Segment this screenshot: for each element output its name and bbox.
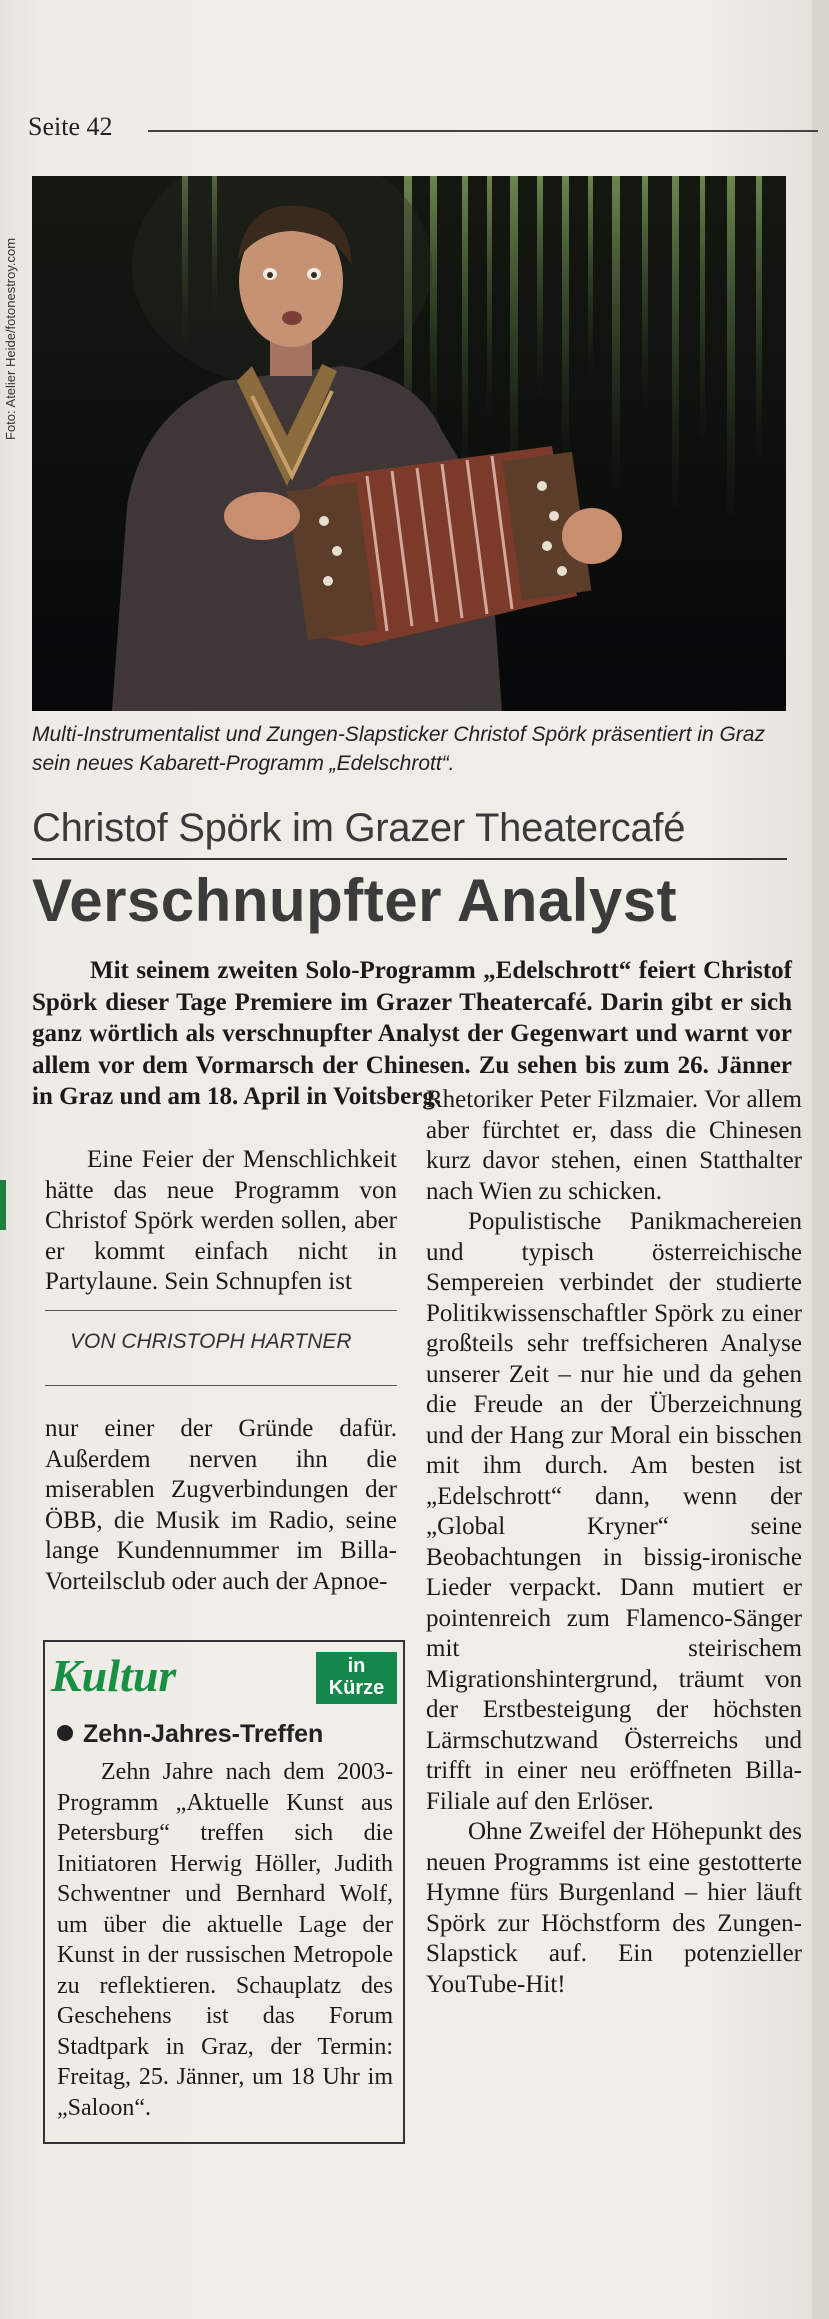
badge-line-1: in — [347, 1655, 366, 1677]
page-edge — [812, 0, 829, 2319]
header-rule — [148, 130, 818, 132]
margin-mark — [0, 1180, 6, 1230]
paragraph: Ohne Zweifel der Höhepunkt des neuen Programms ist eine gestotterte Hymne fürs Burgenland – hier läuft Spörk zur Höchstform des Zungen-Slapstick auf. Ein potenzieller YouTube-Hit! — [426, 1818, 802, 1998]
box-subhead-text: Zehn-Jahres-Treffen — [83, 1720, 324, 1748]
column-2 — [426, 1085, 802, 2000]
paragraph: Populistische Panikmachereien und typisch österreichische Sempereien verbindet der studierte Politikwissenschaftler Spörk zu einer großteils sehr treffsicheren Analyse unserer Zeit – nur hie und da gehen die Freude an der Überzeichnung und der Hang zur Moral ein bisschen mit ihm durch. Am besten ist „Edelschrott“ dann, wenn der „Global Kryner“ seine Beobachtungen in bissig-ironische Lieder verpackt. Dann mutiert er pointenreich zum Flamenco-Sänger mit steirischem Migrationshintergrund, träumt von der Erstbesteigung der höchsten Lärmschutzwand Österreichs und trifft in einer neu eröffneten Billa-Filiale auf den Erlöser. — [426, 1208, 802, 1815]
photo-credit-text: Foto: Atelier Heide/fotonestroy.com — [3, 237, 18, 440]
box-badge — [316, 1652, 397, 1704]
bullet-icon — [57, 1725, 73, 1741]
photo-caption: Multi-Instrumentalist und Zungen-Slapsticker Christof Spörk präsentiert in Graz sein neues Kabarett-Programm „Edelschrott“. — [32, 723, 765, 775]
paragraph: Eine Feier der Menschlichkeit hätte das neue Programm von Christof Spörk werden sollen, aber er kommt einfach nicht in Partylaune. Sein Schnupfen ist — [45, 1146, 397, 1295]
article-kicker: Christof Spörk im Grazer Theatercafé — [32, 806, 686, 850]
box-banner — [51, 1648, 397, 1704]
column-1-top — [45, 1145, 397, 1298]
badge-line-2: Kürze — [328, 1677, 385, 1699]
paragraph: Rhetoriker Peter Filzmaier. Vor allem aber fürchtet er, dass die Chinesen kurz davor stehen, einen Statthalter nach Wien zu schicken. — [426, 1086, 802, 1205]
byline: VON CHRISTOPH HARTNER — [70, 1330, 352, 1353]
column-1-bottom — [45, 1414, 397, 1597]
byline-rule — [45, 1385, 397, 1386]
performer-photo-illustration — [32, 176, 786, 711]
article-lead: Mit seinem zweiten Solo-Programm „Edelschrott“ feiert Christof Spörk dieser Tage Premiere im Grazer Theatercafé. Darin gibt er sich ganz wörtlich als verschnupfter Analyst der Gegenwart und warnt vor allem vor dem Vormarsch der Chinesen. Zu sehen bis zum 26. Jänner in Graz und am 18. April in Voitsberg. — [32, 957, 792, 1110]
box-title: Kultur — [51, 1650, 177, 1701]
byline-rule-top — [45, 1310, 397, 1311]
performer-photo — [32, 176, 786, 711]
page-number: Seite 42 — [28, 112, 113, 141]
kicker-rule — [32, 858, 787, 860]
kultur-in-kuerze-box — [43, 1640, 405, 2144]
page-header — [28, 110, 818, 150]
box-subhead — [57, 1720, 323, 1749]
photo-credit — [3, 190, 23, 450]
paragraph: nur einer der Gründe dafür. Außerdem nerven ihn die miserablen Zugverbindungen der ÖBB, die Musik im Radio, seine lange Kundennummer im Billa-Vorteilsclub oder auch der Apnoe- — [45, 1415, 397, 1595]
article-headline: Verschnupfter Analyst — [32, 867, 678, 934]
box-body: Zehn Jahre nach dem 2003-Programm „Aktuelle Kunst aus Petersburg“ treffen sich die Initiatoren Herwig Höller, Judith Schwentner und Bernhard Wolf, um über die aktuelle Lage der Kunst in der russischen Metropole zu reflektieren. Schauplatz des Geschehens ist das Forum Stadtpark in Graz, der Termin: Freitag, 25. Jänner, um 18 Uhr im „Saloon“. — [57, 1759, 393, 2121]
